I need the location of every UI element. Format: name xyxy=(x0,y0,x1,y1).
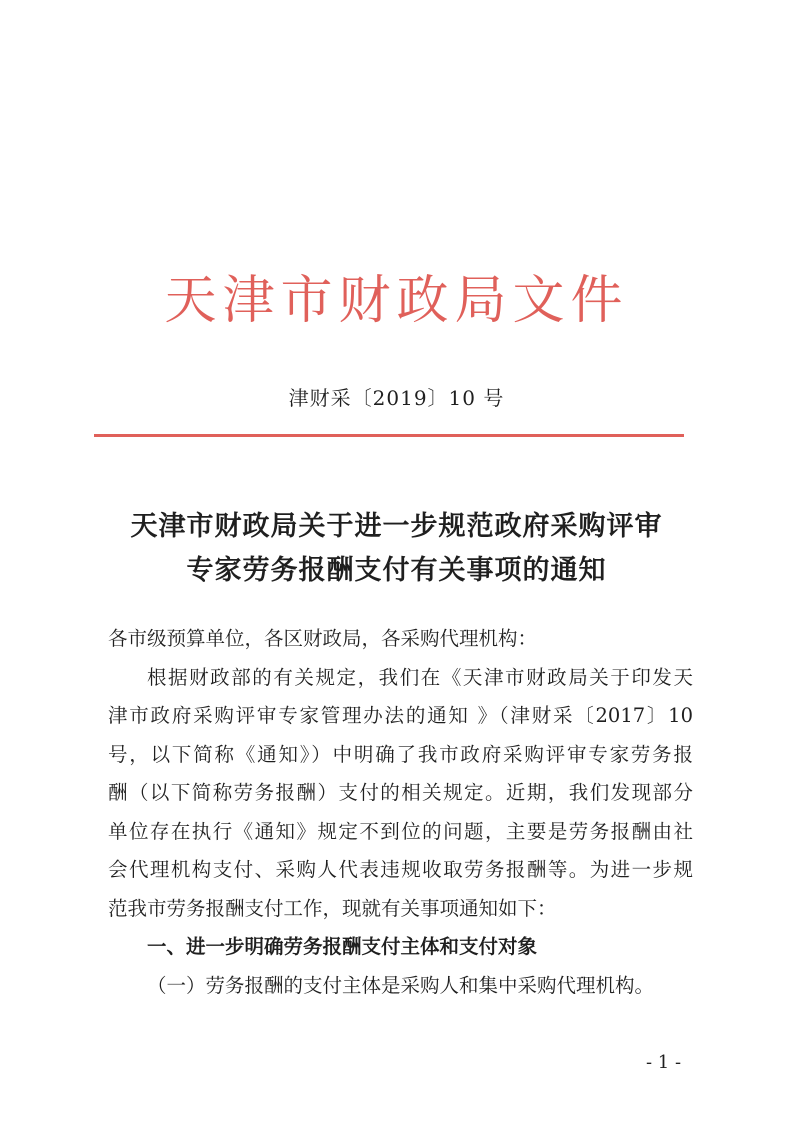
red-separator-line xyxy=(94,434,684,437)
paragraph-line: 会代理机构支付、采购人代表违规收取劳务报酬等。为进一步规 xyxy=(108,858,693,881)
document-title xyxy=(80,505,713,593)
subsection-item-1: （一）劳务报酬的支付主体是采购人和集中采购代理机构。 xyxy=(147,973,655,997)
document-masthead: 天津市财政局文件 xyxy=(164,271,629,331)
paragraph-line: 津市政府采购评审专家管理办法的通知 》（津财采〔2017〕10 xyxy=(108,704,693,727)
title-line-1: 天津市财政局关于进一步规范政府采购评审 xyxy=(130,511,663,542)
paragraph-line: 号，以下简称《通知》）中明确了我市政府采购评审专家劳务报 xyxy=(108,742,693,766)
title-line-2: 专家劳务报酬支付有关事项的通知 xyxy=(186,555,607,586)
page-number: - 1 - xyxy=(646,1052,682,1073)
paragraph-1 xyxy=(108,659,693,929)
paragraph-line: 酬（以下简称劳务报酬）支付的相关规定。近期，我们发现部分 xyxy=(108,781,693,804)
document-body xyxy=(108,620,693,1005)
section-heading-1: 一、进一步明确劳务报酬支付主体和支付对象 xyxy=(147,935,538,958)
paragraph-line: 单位存在执行《通知》规定不到位的问题，主要是劳务报酬由社 xyxy=(108,819,693,843)
document-number: 津财采〔2019〕10 号 xyxy=(288,386,505,410)
paragraph-line: 范我市劳务报酬支付工作，现就有关事项通知如下： xyxy=(108,896,557,920)
salutation: 各市级预算单位，各区财政局，各采购代理机构： xyxy=(108,627,538,650)
paragraph-line: 根据财政部的有关规定，我们在《天津市财政局关于印发天 xyxy=(147,665,693,689)
